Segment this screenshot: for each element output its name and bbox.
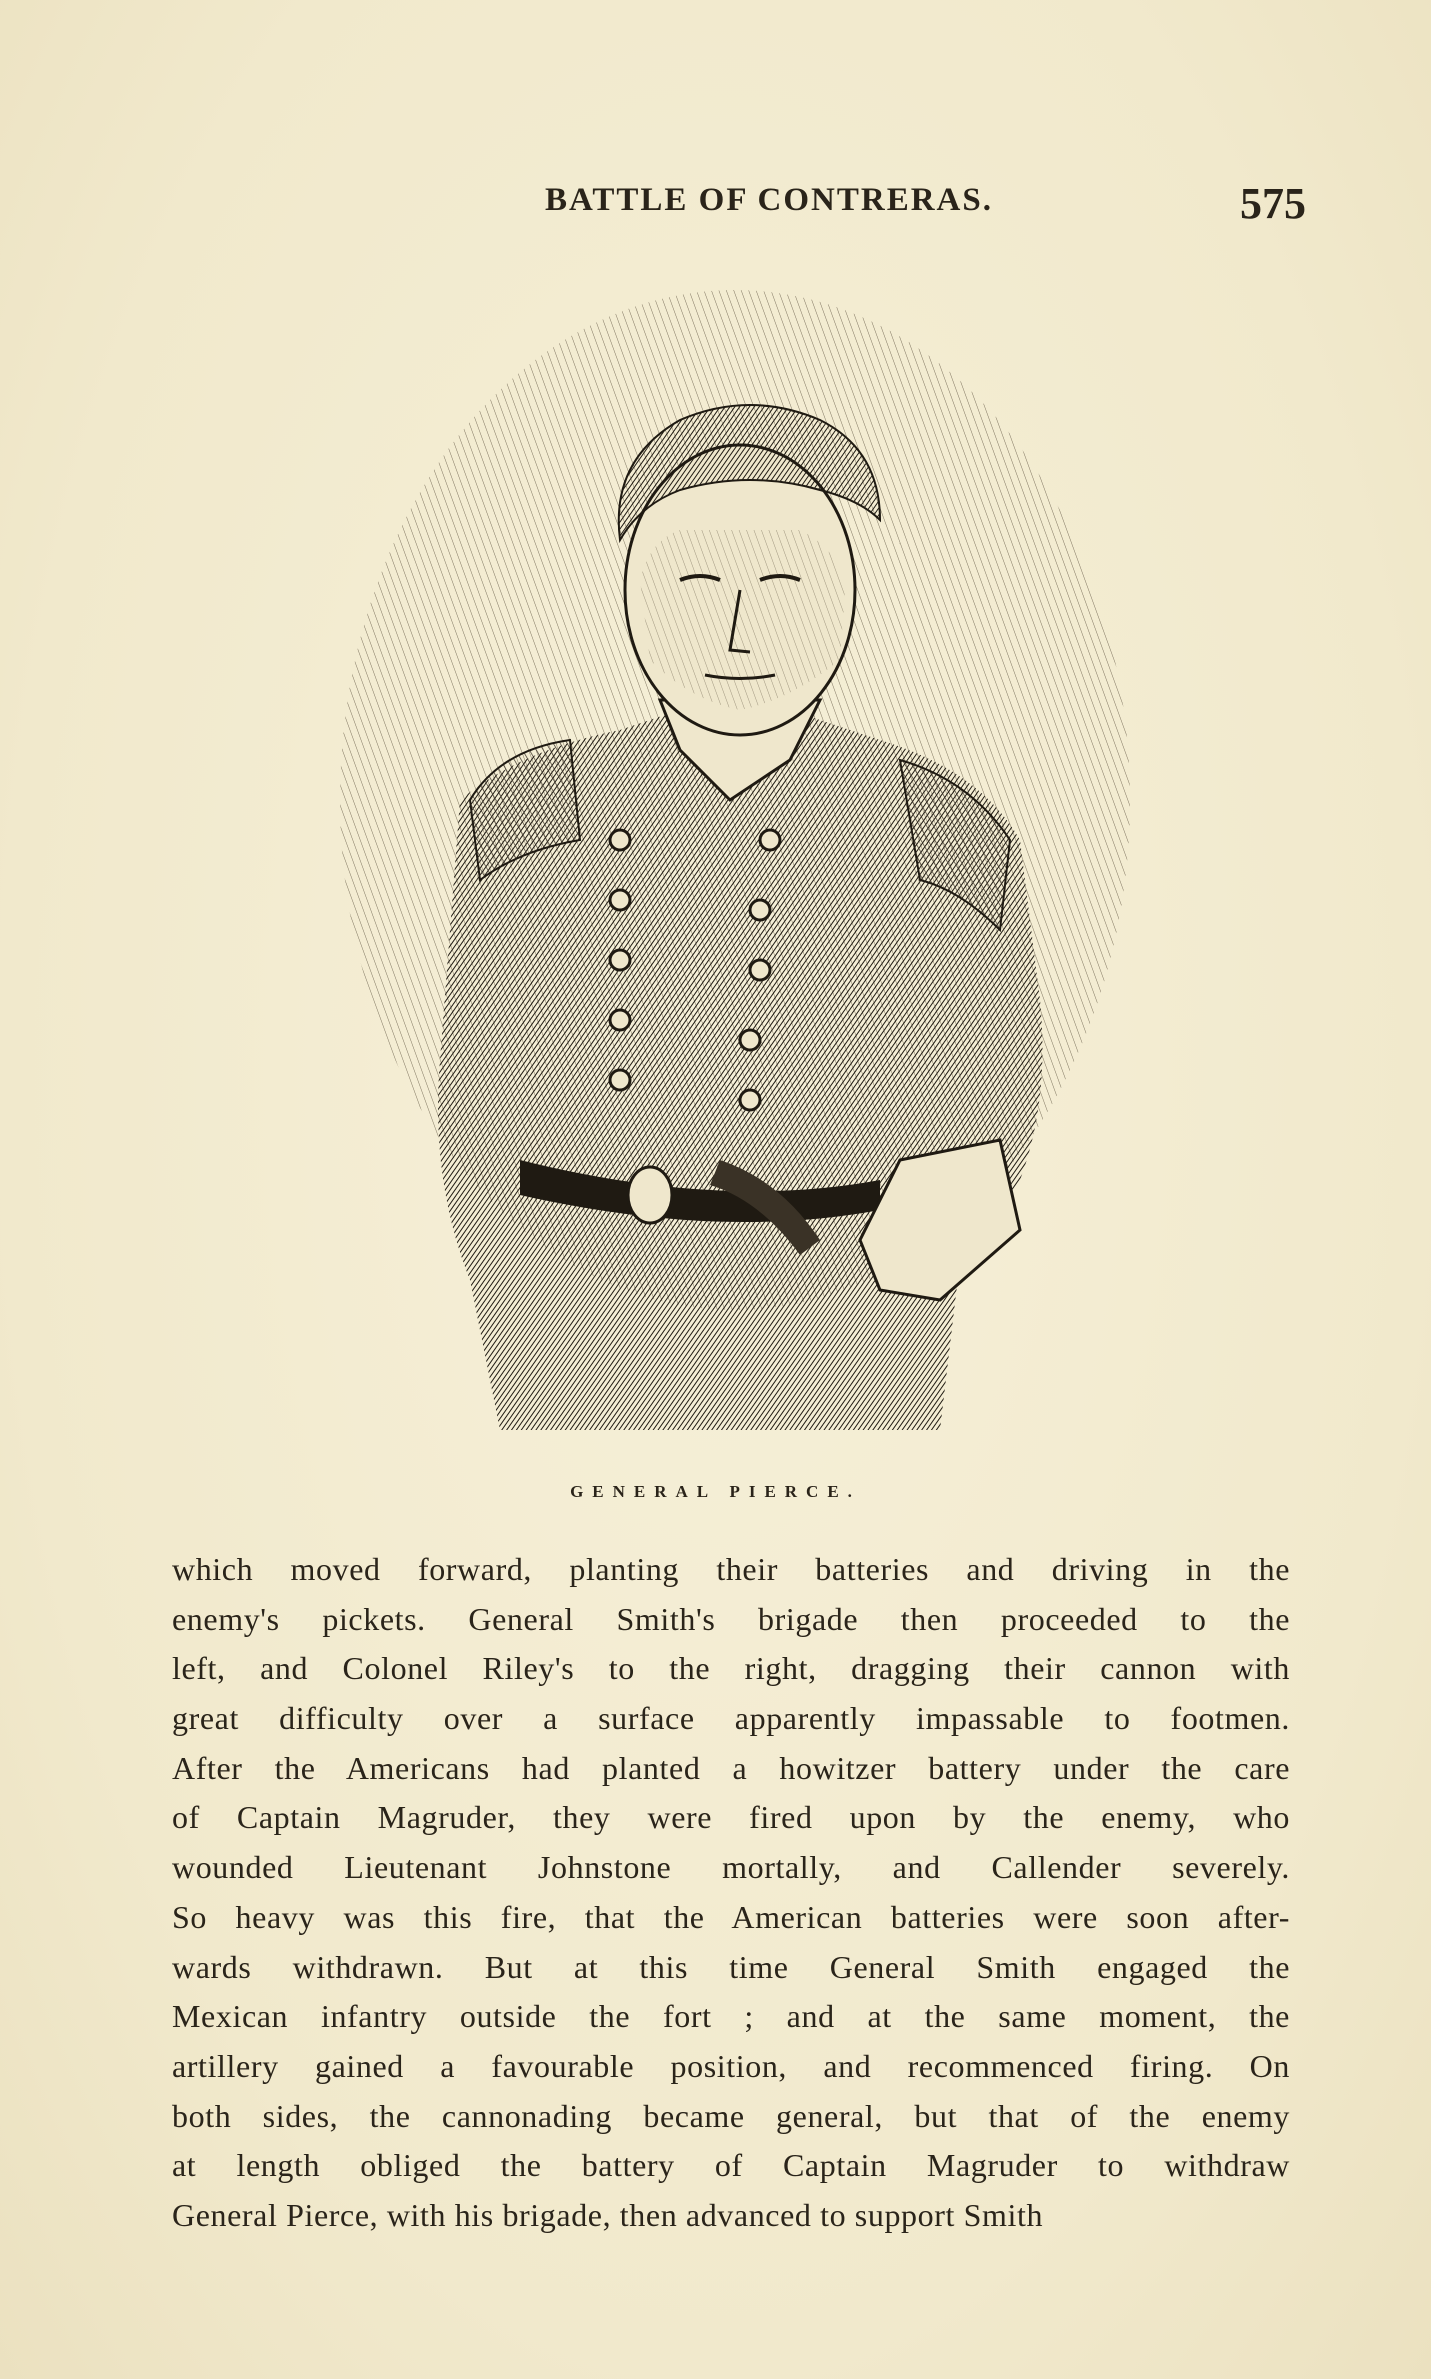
page-number: 575 <box>1240 179 1306 228</box>
text-line: left, and Colonel Riley's to the right, dragging their cannon with <box>172 1650 1290 1687</box>
text-line: artillery gained a favourable position, and recommenced firing. On <box>172 2047 1290 2084</box>
engraved-portrait-icon <box>320 280 1150 1440</box>
running-title: BATTLE OF CONTRERAS. <box>545 182 993 218</box>
text-line: Mexican infantry outside the fort ; and at the same moment, the <box>172 1998 1290 2035</box>
text-line: wounded Lieutenant Johnstone mortally, and Callender severely. <box>172 1849 1290 1886</box>
text-line: General Pierce, with his brigade, then advanced to support Smith <box>172 2196 1044 2233</box>
text-line: of Captain Magruder, they were fired upon by the enemy, who <box>172 1799 1290 1836</box>
text-line: enemy's pickets. General Smith's brigade then proceeded to the <box>172 1600 1290 1637</box>
text-line: So heavy was this fire, that the American batteries were soon after- <box>172 1898 1290 1935</box>
running-header <box>0 179 1431 232</box>
text-line: After the Americans had planted a howitzer battery under the care <box>172 1749 1290 1786</box>
text-line: both sides, the cannonading became general, but that of the enemy <box>172 2097 1290 2134</box>
illustration-caption: GENERAL PIERCE. <box>570 1482 861 1501</box>
text-line: which moved forward, planting their batteries and driving in the <box>172 1551 1290 1587</box>
text-line: great difficulty over a surface apparently impassable to footmen. <box>172 1700 1290 1737</box>
body-paragraph <box>172 1545 1290 2241</box>
text-line: at length obliged the battery of Captain Magruder to withdraw <box>172 2147 1290 2184</box>
text-line: wards withdrawn. But at this time General Smith engaged the <box>172 1948 1290 1985</box>
